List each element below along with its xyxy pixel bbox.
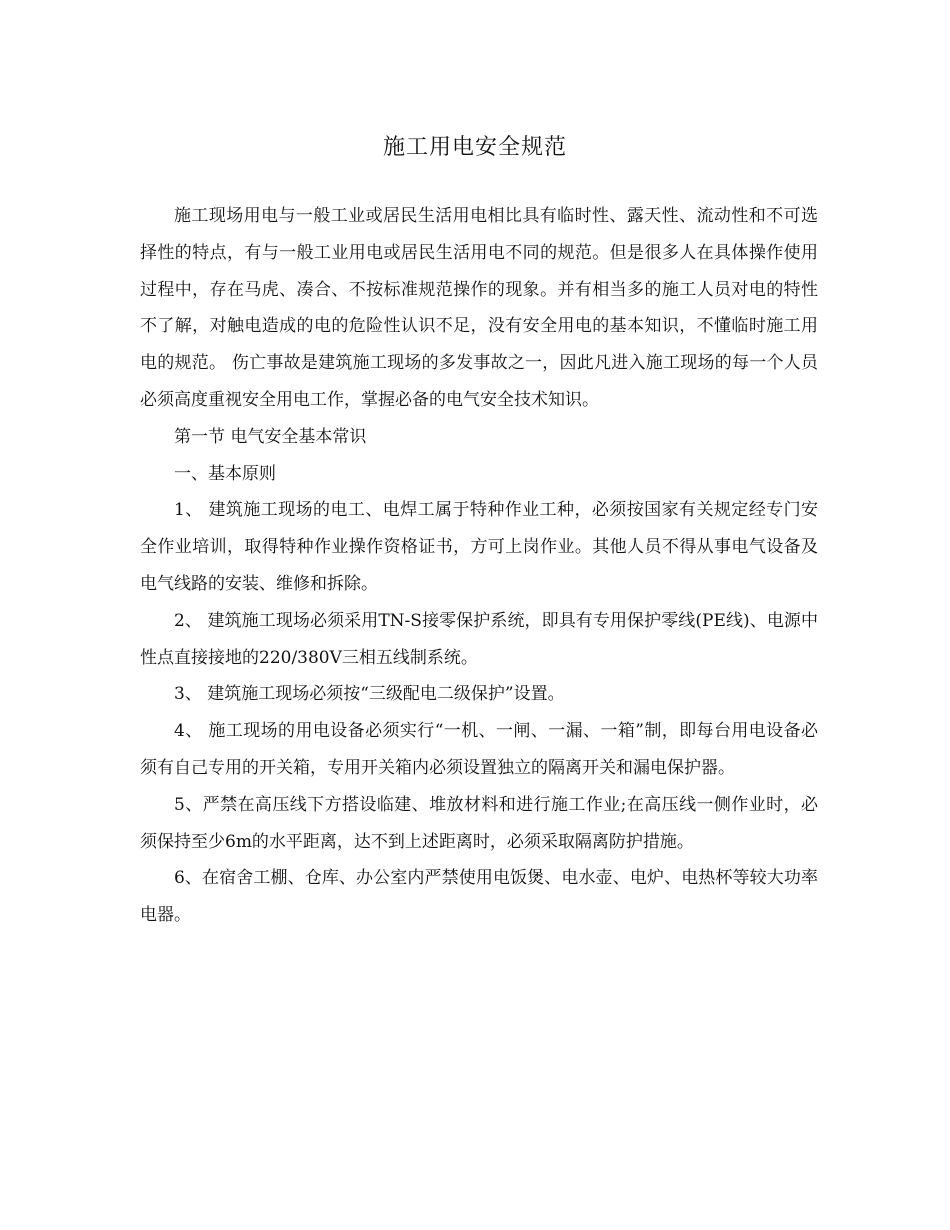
rule-item-3: 3、 建筑施工现场必须按“三级配电二级保护”设置。 [174, 684, 565, 705]
rule-item-4: 4、 施工现场的用电设备必须实行“一机、一闸、一漏、一箱”制，即每台用电设备必须有自己专用的开关箱，专用开关箱内必须设置独立的隔离开关和漏电保护器。 [140, 721, 818, 778]
document-title: 施工用电安全规范 [382, 135, 567, 160]
rule-item-5: 5、严禁在高压线下方搭设临建、堆放材料和进行施工作业;在高压线一侧作业时，必须保持至少6m的水平距离，达不到上述距离时，必须采取隔离防护措施。 [140, 794, 818, 852]
subsection-heading: 一、基本原则 [174, 463, 276, 484]
intro-paragraph: 施工现场用电与一般工业或居民生活用电相比具有临时性、露天性、流动性和不可选择性的特点，有与一般工业用电或居民生活用电不同的规范。但是很多人在具体操作使用过程中，存在马虎、凑合、不按标准规范操作的现象。并有相当多的施工人员对电的特性不了解，对触电造成的电的危险性认识不足，没有安全用电的基本知识，不懂临时施工用电的规范。 伤亡事故是建筑施工现场的多发事故之一，因此凡进入施工现场的每一个人员必须高度重视安全用电工作，掌握必备的电气安全技术知识。 [140, 206, 818, 410]
document-body [140, 198, 818, 934]
rule-item-1: 1、 建筑施工现场的电工、电焊工属于特种作业工种，必须按国家有关规定经专门安全作业培训，取得特种作业操作资格证书，方可上岗作业。其他人员不得从事电气设备及电气线路的安装、维修和拆除。 [140, 500, 818, 594]
section-heading: 第一节 电气安全基本常识 [174, 426, 367, 447]
rule-item-2: 2、 建筑施工现场必须采用TN-S接零保护系统，即具有专用保护零线(PE线)、电源中性点直接接地的220/380V三相五线制系统。 [140, 610, 818, 668]
rule-item-6: 6、在宿舍工棚、仓库、办公室内严禁使用电饭煲、电水壶、电炉、电热杯等较大功率电器。 [140, 868, 818, 926]
